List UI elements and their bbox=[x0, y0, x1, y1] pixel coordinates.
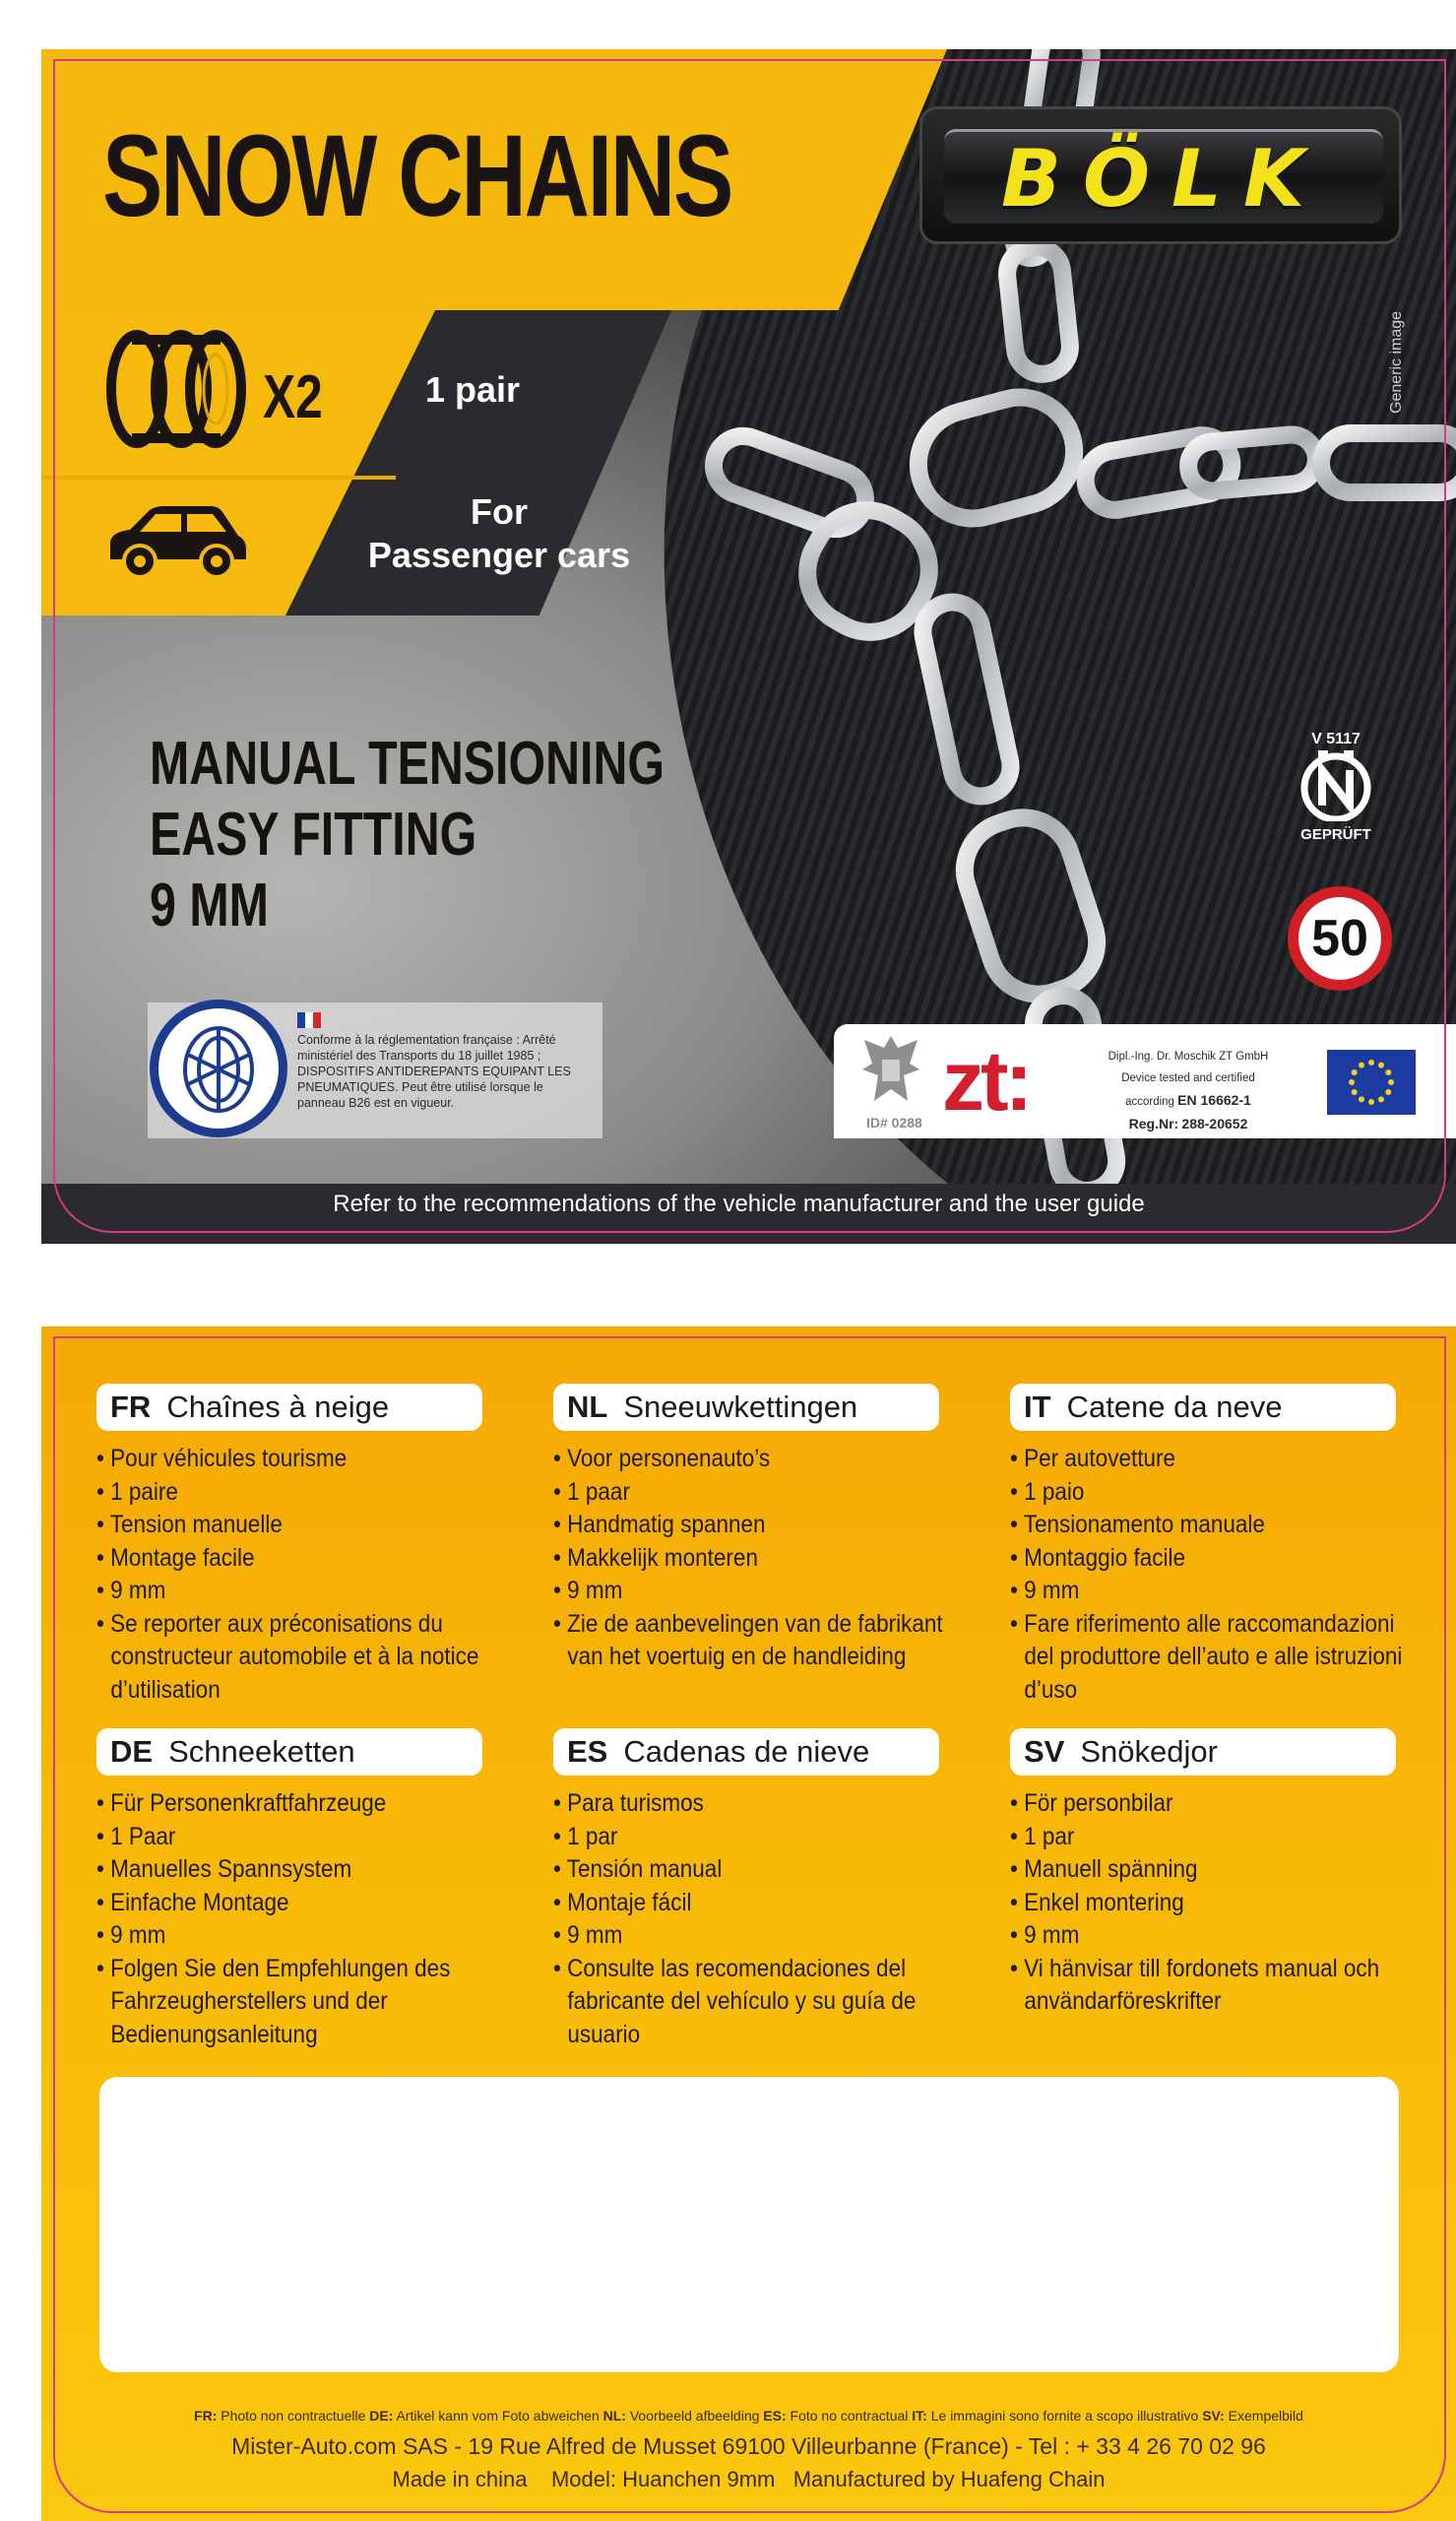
list-item: • 1 par bbox=[1010, 1821, 1420, 1854]
list-item: • Montage facile bbox=[96, 1542, 506, 1576]
feature-item: MANUAL TENSIONING bbox=[150, 730, 665, 798]
disclaimer-text: Artikel kann vom Foto abweichen bbox=[396, 2408, 600, 2424]
disclaimer-text: Photo non contractuelle bbox=[221, 2408, 366, 2424]
lang-block-de bbox=[96, 1728, 510, 2051]
brand-logo bbox=[919, 106, 1402, 244]
list-item: • Fare riferimento alle raccomandazioni del produttore dell’auto e alle istruzioni d’uso bbox=[1010, 1608, 1420, 1708]
cert-tested: Device tested and certified bbox=[1121, 1072, 1255, 1084]
eu-star bbox=[1385, 1069, 1391, 1075]
lang-header bbox=[96, 1728, 482, 1776]
eu-star bbox=[1359, 1063, 1364, 1068]
manufacturer: Manufactured by Huafeng Chain bbox=[792, 2467, 1106, 2491]
product-title: SNOW CHAINS bbox=[102, 111, 731, 241]
eu-star bbox=[1359, 1096, 1364, 1102]
list-item: • 1 Paar bbox=[96, 1821, 506, 1854]
cert-standard-line bbox=[1085, 1089, 1292, 1113]
lang-block-fr bbox=[96, 1384, 510, 1707]
tire-icon bbox=[102, 325, 250, 453]
list-item: • 1 paire bbox=[96, 1476, 506, 1510]
list-item: • 1 par bbox=[553, 1821, 963, 1854]
lang-code: SV bbox=[1024, 1734, 1065, 1769]
disclaimer-text: Foto no contractual bbox=[790, 2408, 909, 2424]
back-panel bbox=[41, 1326, 1456, 2521]
lang-items bbox=[96, 1443, 510, 1707]
list-item: • 9 mm bbox=[553, 1919, 963, 1953]
list-item: • Tensión manual bbox=[553, 1853, 963, 1887]
list-item: • Voor personenauto’s bbox=[553, 1443, 963, 1476]
band-divider bbox=[41, 476, 396, 480]
list-item: • Tensionamento manuale bbox=[1010, 1509, 1420, 1542]
austria-id: ID# 0288 bbox=[866, 1115, 922, 1131]
list-item: • Pour véhicules tourisme bbox=[96, 1443, 506, 1476]
brand-logo-plate bbox=[944, 129, 1383, 224]
vehicle-type-line2: Passenger cars bbox=[367, 535, 631, 575]
list-item: • Enkel montering bbox=[1010, 1887, 1420, 1920]
french-cert-badge bbox=[150, 1000, 287, 1137]
list-item: • Folgen Sie den Empfehlungen des Fahrzeugherstellers und der Bedienungsanleitung bbox=[96, 1953, 506, 2052]
disclaimer-code: SV: bbox=[1202, 2408, 1225, 2424]
list-item: • Montaggio facile bbox=[1010, 1542, 1420, 1576]
zt-logo: zt: bbox=[942, 1034, 1030, 1129]
eu-star bbox=[1352, 1069, 1358, 1075]
list-item: • Manuell spänning bbox=[1010, 1853, 1420, 1887]
list-item: • Einfache Montage bbox=[96, 1887, 506, 1920]
lang-header bbox=[553, 1384, 939, 1431]
eu-star bbox=[1349, 1079, 1355, 1085]
cert-according: according bbox=[1125, 1096, 1174, 1108]
list-item: • 9 mm bbox=[1010, 1919, 1420, 1953]
french-cert-text: Conforme à la réglementation française : Arrêté ministériel des Transports du 18 juillet 1985 ; DISPOSITIFS ANTIDEREPANTS EQUIPANT LES PNEUMATIQUES. Peut être utilisé lorsque le panneau B26 est en vigueur. bbox=[297, 1033, 571, 1110]
company-address: Mister-Auto.com SAS - 19 Rue Alfred de Musset 69100 Villeurbanne (France) - Tel : + 33 4 26 70 02 96 bbox=[231, 2433, 1266, 2459]
tuv-number: V 5117 bbox=[1311, 731, 1361, 747]
lang-block-it bbox=[1010, 1384, 1424, 1707]
cert-standard: EN 16662-1 bbox=[1177, 1092, 1251, 1108]
eu-star bbox=[1385, 1089, 1391, 1095]
lang-block-es bbox=[553, 1728, 967, 2051]
list-item: • Für Personenkraftfahrzeuge bbox=[96, 1787, 506, 1821]
disclaimer-text: Exempelbild bbox=[1228, 2408, 1303, 2424]
list-item: • Vi hänvisar till fordonets manual och användarföreskrifter bbox=[1010, 1953, 1420, 2019]
list-item: • För personbilar bbox=[1010, 1787, 1420, 1821]
lang-name: Chaînes à neige bbox=[166, 1390, 390, 1424]
footer-note: Refer to the recommendations of the vehicle manufacturer and the user guide bbox=[333, 1191, 1145, 1217]
lang-items bbox=[1010, 1443, 1424, 1707]
eu-star bbox=[1368, 1099, 1374, 1105]
disclaimer-code: ES: bbox=[763, 2408, 787, 2424]
list-item: • Zie de aanbevelingen van de fabrikant van het voertuig en de handleiding bbox=[553, 1608, 963, 1674]
list-item: • Consulte las recomendaciones del fabricante del vehículo y su guía de usuario bbox=[553, 1953, 963, 2052]
eu-star bbox=[1378, 1096, 1384, 1102]
brand-name: BÖLK bbox=[1001, 133, 1326, 225]
eu-star bbox=[1352, 1089, 1358, 1095]
list-item: • Montaje fácil bbox=[553, 1887, 963, 1920]
cert-reg-label: Reg.Nr: bbox=[1128, 1116, 1179, 1131]
lang-header bbox=[1010, 1384, 1396, 1431]
eu-star bbox=[1378, 1063, 1384, 1068]
lang-items bbox=[96, 1787, 510, 2051]
austrian-eagle-icon bbox=[858, 1030, 923, 1113]
manufacture-line bbox=[41, 2467, 1456, 2492]
vehicle-type-line1: For bbox=[471, 491, 528, 532]
label-area bbox=[99, 2077, 1399, 2372]
lang-name: Sneeuwkettingen bbox=[623, 1390, 858, 1424]
disclaimer-text: Le immagini sono fornite a scopo illustrativo bbox=[930, 2408, 1199, 2424]
photo-disclaimer bbox=[41, 2408, 1456, 2424]
eu-star bbox=[1388, 1079, 1394, 1085]
cert-details bbox=[1085, 1046, 1292, 1136]
lang-code: DE bbox=[110, 1734, 154, 1769]
lang-code: ES bbox=[567, 1734, 608, 1769]
lang-name: Catene da neve bbox=[1066, 1390, 1283, 1424]
lang-block-sv bbox=[1010, 1728, 1424, 2019]
french-flag-icon bbox=[297, 1012, 321, 1028]
list-item: • Tension manuelle bbox=[96, 1509, 506, 1542]
list-item: • Per autovetture bbox=[1010, 1443, 1420, 1476]
lang-items bbox=[553, 1787, 967, 2051]
feature-list bbox=[150, 729, 665, 941]
disclaimer-code: NL: bbox=[602, 2408, 626, 2424]
list-item: • 9 mm bbox=[1010, 1575, 1420, 1608]
cert-reg-line bbox=[1085, 1113, 1292, 1136]
feature-item: EASY FITTING bbox=[150, 801, 477, 869]
quantity-label: X2 bbox=[263, 363, 323, 431]
eu-flag-icon bbox=[1327, 1050, 1416, 1115]
lang-code: FR bbox=[110, 1390, 152, 1424]
cert-reg: 288-20652 bbox=[1181, 1116, 1248, 1131]
tuv-badge bbox=[1292, 731, 1380, 843]
lang-name: Schneeketten bbox=[168, 1734, 355, 1769]
cert-company: Dipl.-Ing. Dr. Moschik ZT GmbH bbox=[1108, 1051, 1269, 1063]
lang-items bbox=[553, 1443, 967, 1674]
disclaimer-text: Voorbeeld afbeelding bbox=[629, 2408, 760, 2424]
lang-name: Cadenas de nieve bbox=[623, 1734, 870, 1769]
list-item: • Se reporter aux préconisations du constructeur automobile et à la notice d’utilisation bbox=[96, 1608, 506, 1708]
list-item: • 1 paar bbox=[553, 1476, 963, 1510]
car-icon bbox=[102, 502, 250, 581]
generic-image-note: Generic image bbox=[1388, 310, 1405, 414]
list-item: • 9 mm bbox=[96, 1919, 506, 1953]
made-in: Made in china bbox=[392, 2467, 528, 2491]
list-item: • 9 mm bbox=[553, 1575, 963, 1608]
list-item: • Makkelijk monteren bbox=[553, 1542, 963, 1576]
list-item: • Handmatig spannen bbox=[553, 1509, 963, 1542]
list-item: • Para turismos bbox=[553, 1787, 963, 1821]
tuv-label: GEPRÜFT bbox=[1300, 826, 1371, 843]
list-item: • 9 mm bbox=[96, 1575, 506, 1608]
lang-block-nl bbox=[553, 1384, 967, 1674]
tuv-mark-icon bbox=[1297, 748, 1375, 821]
vehicle-type bbox=[322, 490, 676, 577]
lang-name: Snökedjor bbox=[1080, 1734, 1218, 1769]
front-panel bbox=[41, 49, 1456, 1244]
snow-chain-tire-icon bbox=[176, 1024, 261, 1115]
list-item: • Manuelles Spannsystem bbox=[96, 1853, 506, 1887]
lang-code: IT bbox=[1024, 1390, 1051, 1424]
speed-limit-badge: 50 bbox=[1288, 886, 1392, 991]
lang-code: NL bbox=[567, 1390, 608, 1424]
feature-item: 9 MM bbox=[150, 872, 269, 939]
lang-header bbox=[96, 1384, 482, 1431]
disclaimer-code: DE: bbox=[369, 2408, 394, 2424]
eu-star bbox=[1368, 1060, 1374, 1066]
disclaimer-code: FR: bbox=[194, 2408, 218, 2424]
model: Model: Huanchen 9mm bbox=[550, 2467, 776, 2491]
list-item: • 1 paio bbox=[1010, 1476, 1420, 1510]
disclaimer-code: IT: bbox=[912, 2408, 927, 2424]
pair-label: 1 pair bbox=[425, 369, 521, 410]
lang-items bbox=[1010, 1787, 1424, 2019]
lang-header bbox=[1010, 1728, 1396, 1776]
lang-header bbox=[553, 1728, 939, 1776]
